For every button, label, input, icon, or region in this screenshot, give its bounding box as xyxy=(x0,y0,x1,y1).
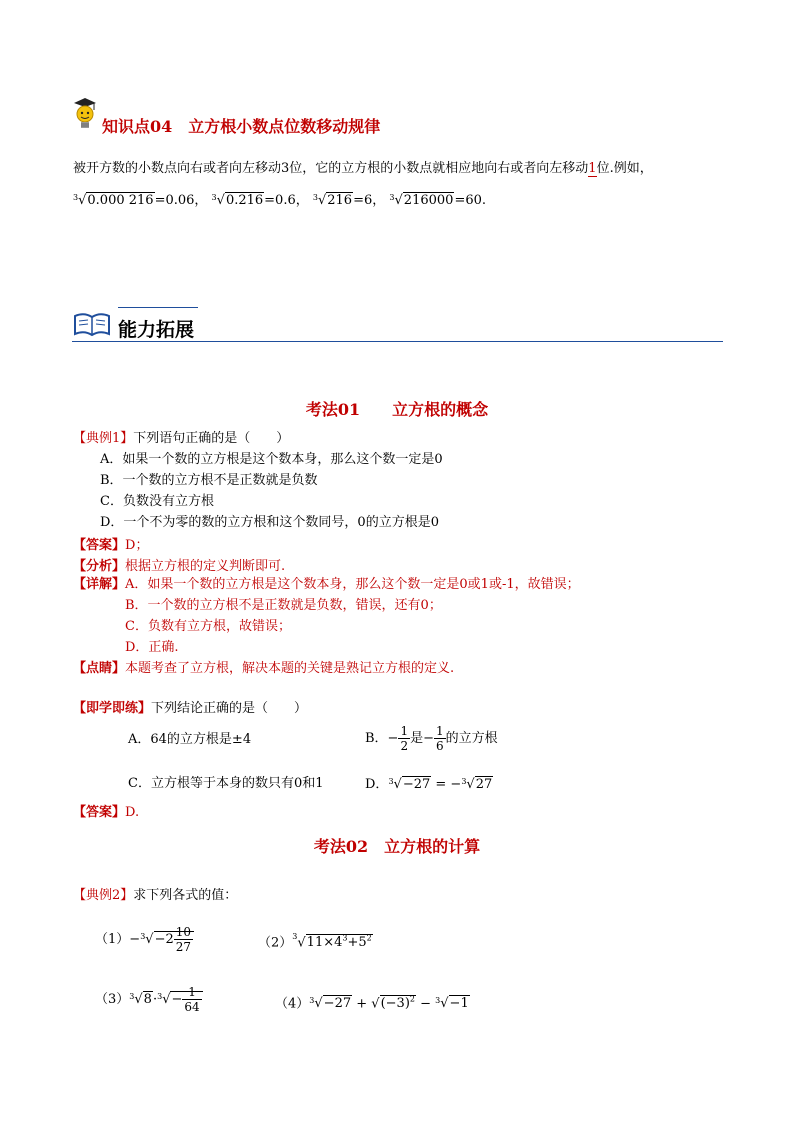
practice-answer: 【答案】D. xyxy=(73,805,140,820)
example-1-comment: 【点睛】本题考查了立方根，解决本题的关键是熟记立方根的定义. xyxy=(73,661,455,676)
example-1-detail-b: B．一个数的立方根不是正数就是负数，错误，还有0； xyxy=(125,598,442,613)
practice-question: 【即学即练】下列结论正确的是（ ） xyxy=(73,701,308,716)
example-1-question: 【典例1】下列语句正确的是（ ） xyxy=(73,431,290,446)
example-1-option-d: D．一个不为零的数的立方根和这个数同号，0的立方根是0 xyxy=(100,515,439,530)
example-2-part-3: $(3)^3√8\cdot^3√-$ $\frac{1}{64}$ xyxy=(95,982,203,1017)
cube-root-example: $^3$√216000 xyxy=(389,193,454,208)
example-2-part-4: $(4)^3√-27 + √(-3)^2 - ^3√-1$ xyxy=(275,995,469,1012)
method-1-title: 考法01 立方根的概念 xyxy=(305,400,489,419)
section-title: 能力拓展 xyxy=(118,319,195,341)
example-1-detail: 【详解】A．如果一个数的立方根是这个数本身，那么这个数一定是0或1或-1，故错误； xyxy=(73,577,580,592)
practice-option-d: D．$^3$√−27 = −$^3$√27 xyxy=(365,777,493,792)
knowledge-point-title: 知识点04 立方根小数点位数移动规律 xyxy=(102,117,381,136)
practice-option-c: C．立方根等于本身的数只有0和1 xyxy=(128,776,324,791)
cube-root-example: $^3$√216 xyxy=(312,193,353,208)
method-2-title: 考法02 立方根的计算 xyxy=(313,837,481,856)
cube-root-example: $^3$√0.216 xyxy=(211,193,264,208)
example-1-detail-d: D．正确. xyxy=(125,640,179,655)
example-1-option-b: B．一个数的立方根不是正数就是负数 xyxy=(100,473,318,488)
example-1-option-c: C．负数没有立方根 xyxy=(100,494,214,509)
example-2-part-1: （1）−$^3$√−2 $\frac{10}{27}$ xyxy=(95,922,194,957)
open-book-icon xyxy=(72,308,112,338)
example-1-analysis: 【分析】根据立方根的定义判断即可. xyxy=(73,559,286,574)
example-1-answer: 【答案】D； xyxy=(73,538,149,553)
example-1-detail-c: C．负数有立方根，故错误； xyxy=(125,619,291,634)
knowledge-point-body: 被开方数的小数点向右或者向左移动3位，它的立方根的小数点就相应地向右或者向左移动1位.例如， xyxy=(73,161,653,176)
section-rule xyxy=(72,341,723,342)
example-2-question: 【典例2】求下列各式的值： xyxy=(73,888,238,903)
practice-option-b: B．− $\frac{1}{2}$ 是− $\frac{1}{6}$ 的立方根 xyxy=(365,724,498,753)
practice-option-a: A．64的立方根是±4 xyxy=(128,732,252,747)
lightbulb-mascot-icon xyxy=(70,96,98,132)
section-top-rule xyxy=(118,307,198,308)
cube-root-examples: $^3$√0.000 216=0.06， $^3$√0.216=0.6， $^3$√216=6， $^3$√216000=60. xyxy=(73,193,487,208)
cube-root-example: $^3$√0.000 216 xyxy=(73,193,154,208)
example-2-part-2: $(2)^3√11\times 4^3+5^2$ xyxy=(258,932,372,951)
example-1-option-a: A．如果一个数的立方根是这个数本身，那么这个数一定是0 xyxy=(100,452,443,467)
